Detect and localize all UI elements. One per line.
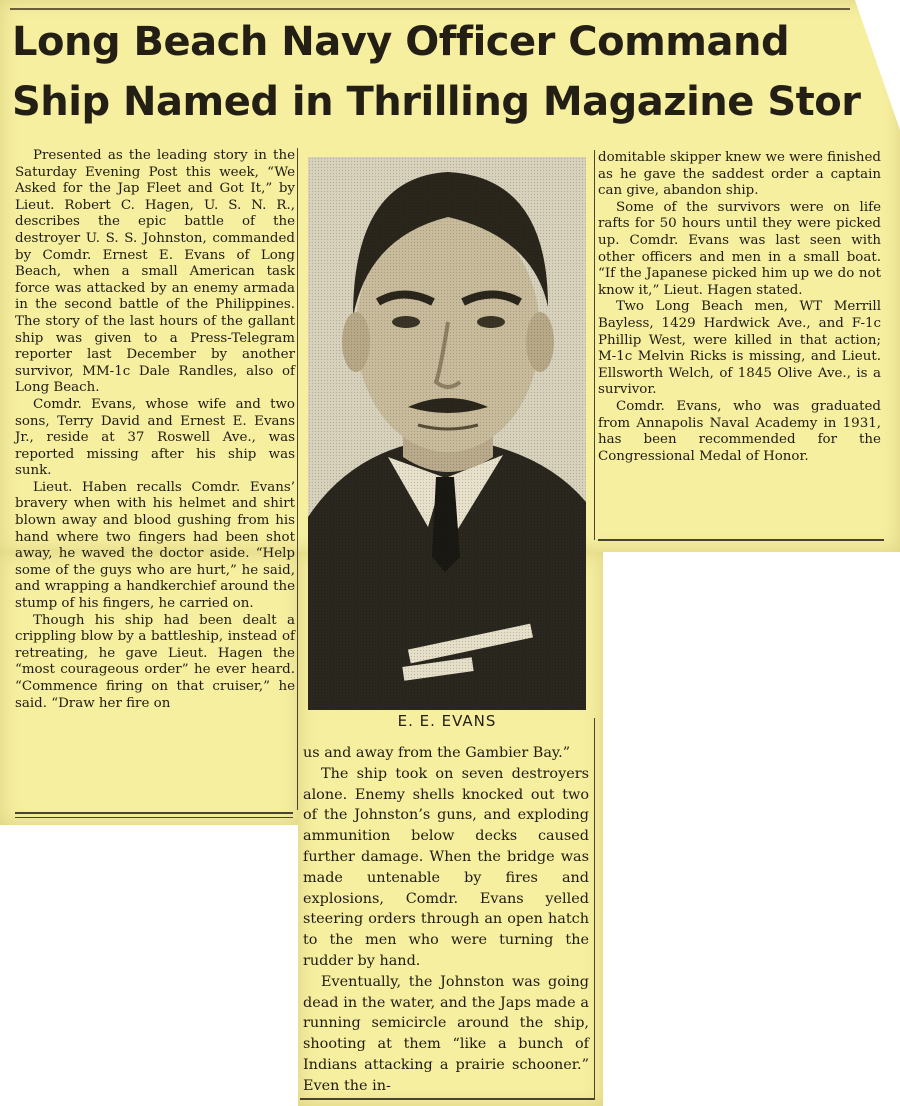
column-end-rule [15, 817, 293, 818]
headline-line-1: Long Beach Navy Officer Command [12, 20, 790, 64]
paragraph: Though his ship had been dealt a crippling blow by a battleship, instead of retreating, he gave Lieut. Hagen the “most courageous order” he ever heard. “Commence firing on that cruiser,” he said. “Draw her fire on [15, 612, 295, 711]
column-end-rule [15, 812, 293, 814]
paragraph: us and away from the Gambier Bay.” [303, 745, 571, 761]
paragraph: Presented as the leading story in the Saturday Evening Post this week, “We Asked for the Jap Fleet and Got It,” by Lieut. Robert C. Hagen, U. S. N. R., describes the epic battle of the destroyer U. S. S. Johnston, commanded by Comdr. Ernest E. Evans of Long Beach, when a small American task force was attacked by an enemy armada in the second battle of the Philippines. The story of the last hours of the gallant ship was given to a Press-Telegram reporter last December by another survivor, MM-1c Dale Randles, also of Long Beach. [15, 148, 295, 396]
column-end-rule [300, 1098, 595, 1100]
paragraph: Some of the survivors were on life rafts for 50 hours until they were picked up. Comdr. Evans was last seen with other officers and men in a small boat. “If the Japanese picked him up we do not know it,” Lieut. Hagen stated. [598, 199, 881, 298]
paragraph: Lieut. Haben recalls Comdr. Evans’ bravery when with his helmet and shirt blown away and blood gushing from his hand where two fingers had been shot away, he waved the doctor aside. “Help some of the guys who are hurt,” he said, and wrapping a handkerchief around the stump of his fingers, he carried on. [15, 479, 295, 612]
paragraph: Comdr. Evans, whose wife and two sons, Terry David and Ernest E. Evans Jr., reside at 37 Roswell Ave., was reported missing after his ship was sunk. [15, 396, 295, 479]
portrait-photo [308, 157, 586, 710]
paragraph: Two Long Beach men, WT Merrill Bayless, 1429 Hardwick Ave., and F-1c Phillip West, were killed in that action; M-1c Melvin Ricks is missing, and Lieut. Ellsworth Welch, of 1845 Olive Ave., is a survivor. [598, 299, 881, 398]
paragraph: Comdr. Evans, who was graduated from Annapolis Naval Academy in 1931, has been recommended for the Congressional Medal of Honor. [598, 398, 881, 464]
portrait-illustration [308, 157, 586, 710]
article-column-center [303, 743, 589, 1097]
headline-line-2: Ship Named in Thrilling Magazine Stor [12, 80, 861, 124]
article-column-left [15, 148, 295, 712]
column-divider [594, 718, 595, 1098]
column-divider [297, 148, 298, 810]
paragraph: The ship took on seven destroyers alone. Enemy shells knocked out two of the Johnston’s guns, and exploding ammunition below decks caused further damage. When the bridge was made untenable by fires and explosions, Comdr. Evans yelled steering orders through an open hatch to the men who were turning the rudder by hand. [303, 765, 589, 969]
column-divider [594, 150, 595, 540]
headline-rule [10, 8, 850, 10]
article-column-right [598, 150, 881, 465]
paragraph: Eventually, the Johnston was going dead in the water, and the Japs made a running semicircle around the ship, shooting at them “like a bunch of Indians attacking a prairie schooner.” Even the in- [303, 973, 589, 1094]
column-end-rule [598, 539, 884, 541]
photo-caption: E. E. EVANS [397, 712, 497, 730]
paragraph: domitable skipper knew we were finished as he gave the saddest order a captain can give, abandon ship. [598, 150, 881, 199]
